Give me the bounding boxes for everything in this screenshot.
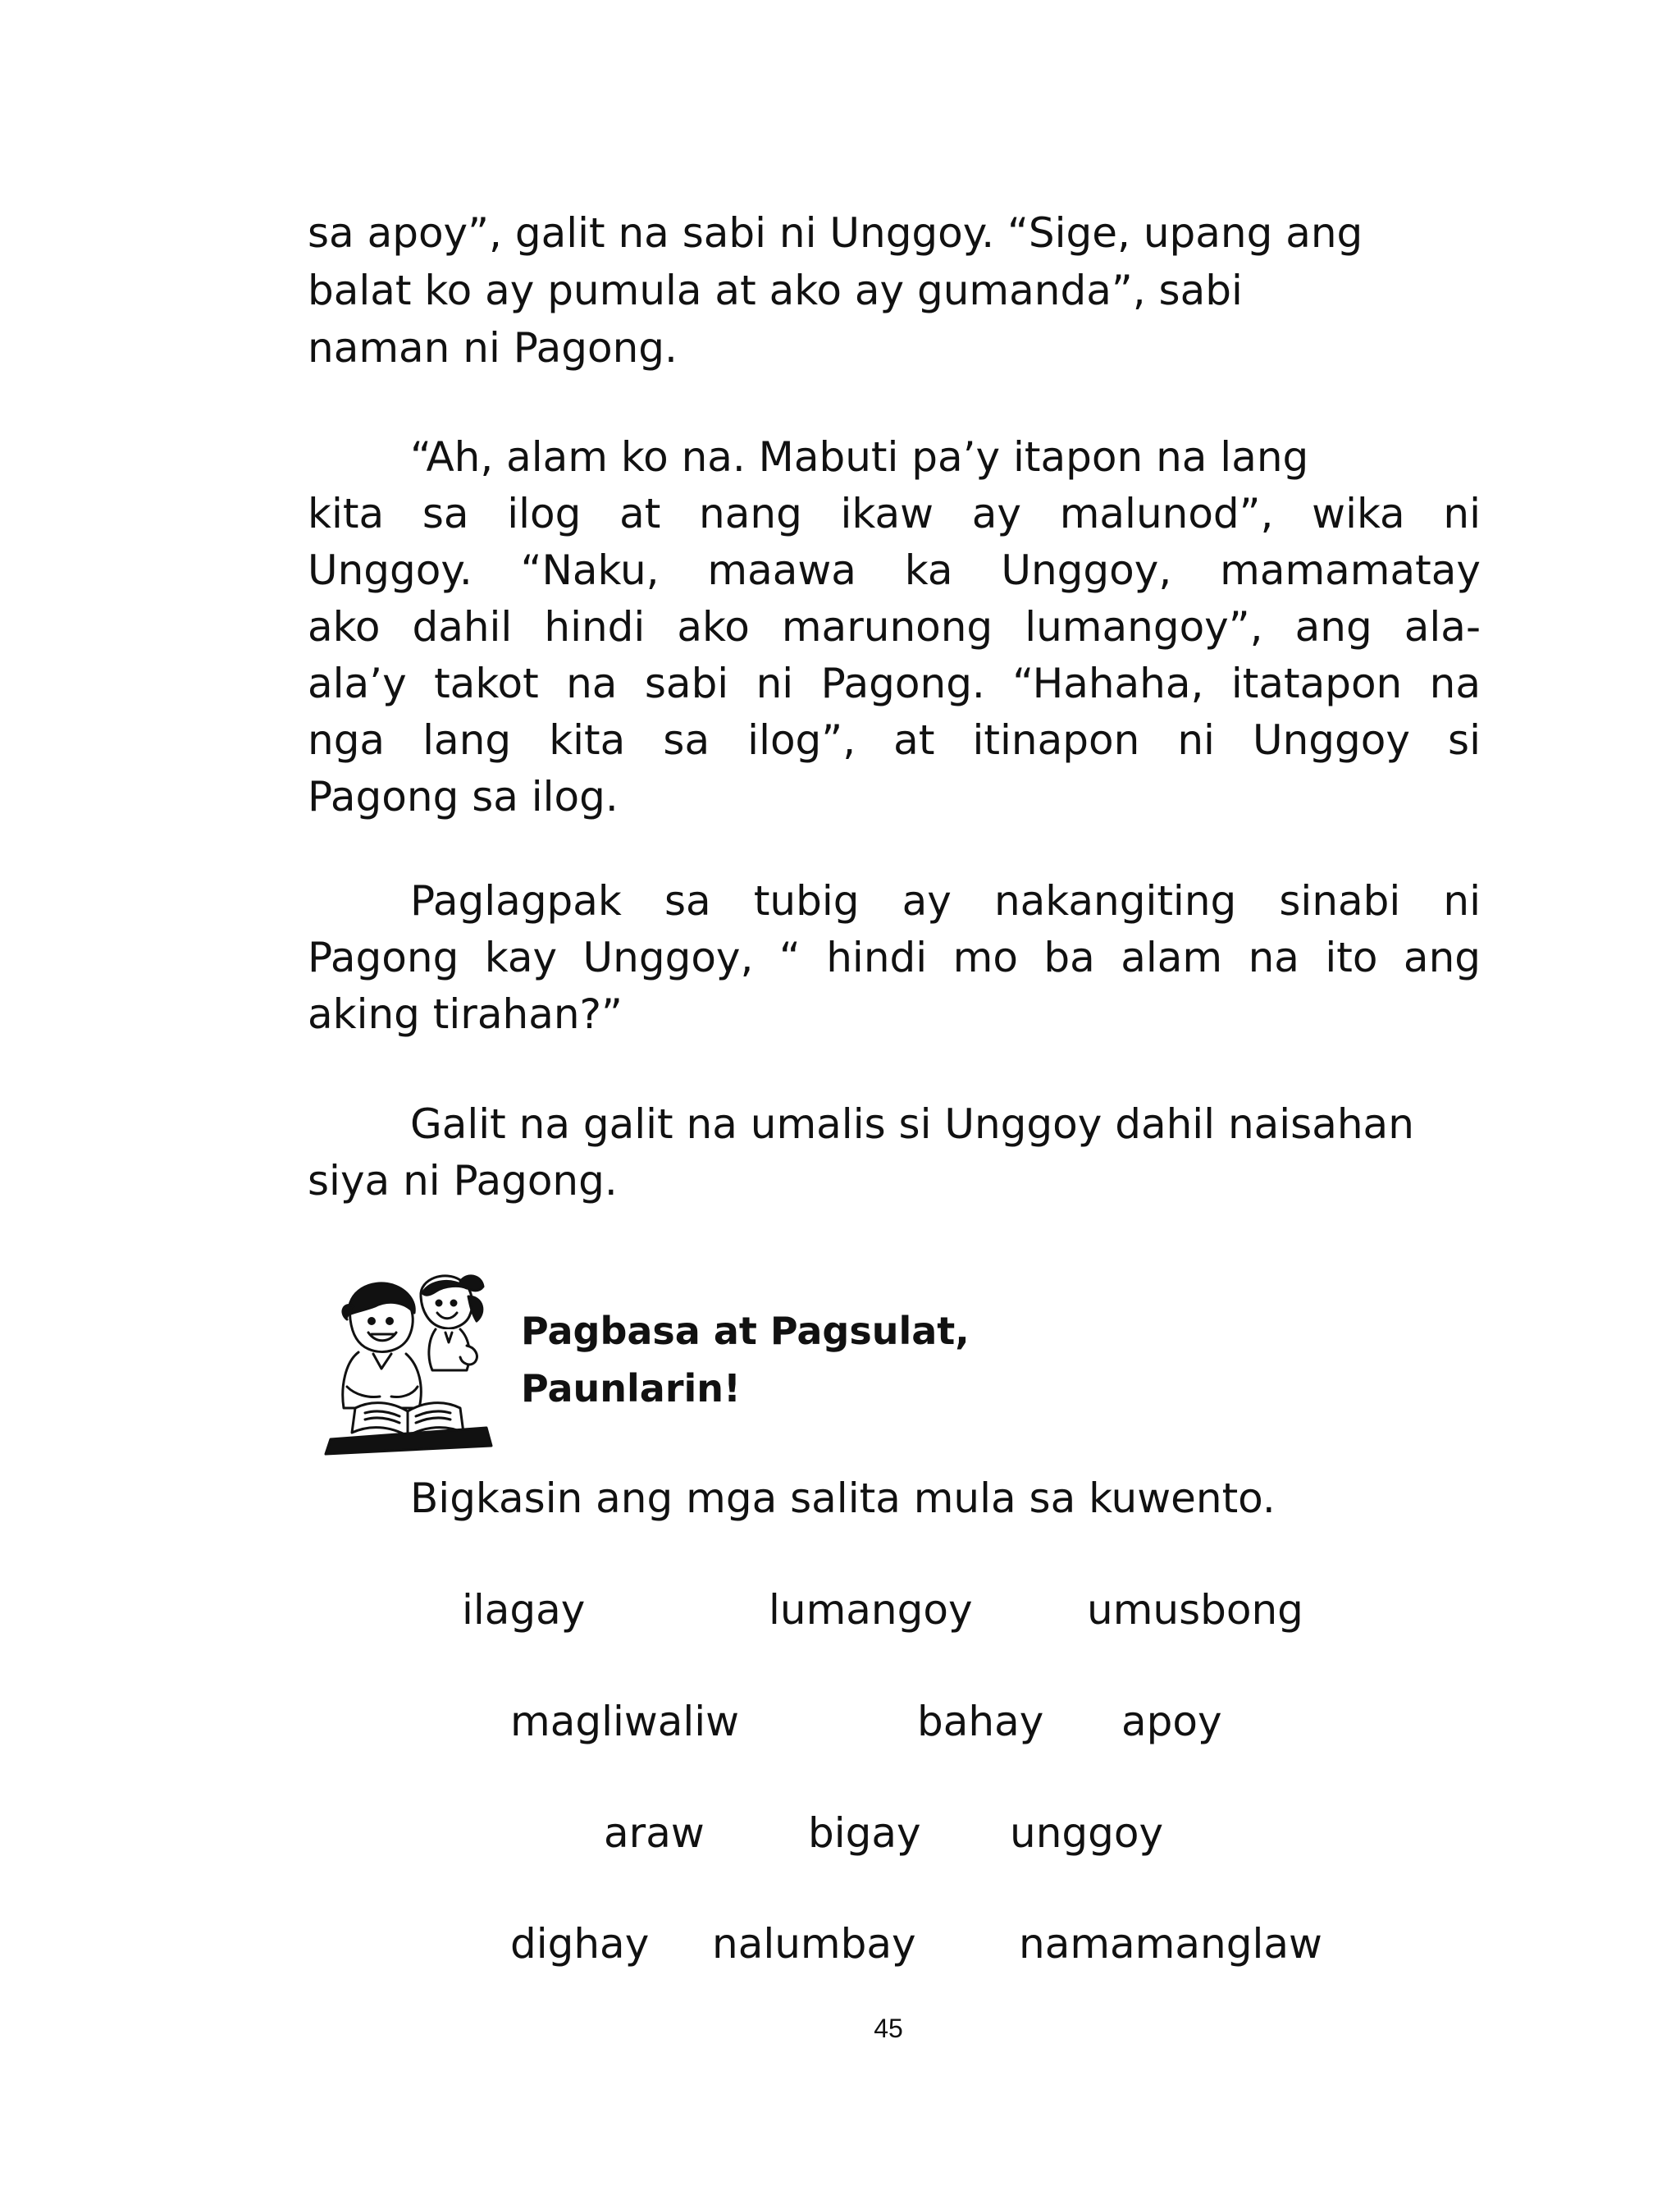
story-line: sa apoy”, galit na sabi ni Unggoy. “Sige, upang ang: [308, 209, 1363, 257]
children-reading-book-icon: [322, 1264, 519, 1461]
story-line: siya ni Pagong.: [308, 1157, 618, 1205]
word-item: dighay: [510, 1920, 650, 1968]
section-heading: Pagbasa at Pagsulat,: [521, 1309, 970, 1353]
story-line: kita sa ilog at nang ikaw ay malunod”, wika ni: [308, 490, 1481, 537]
word-item: unggoy: [1010, 1809, 1164, 1857]
story-line: aking tirahan?”: [308, 990, 623, 1038]
word-item: ilagay: [462, 1586, 586, 1634]
story-line: Galit na galit na umalis si Unggoy dahil naisahan: [410, 1100, 1414, 1148]
page-number: 45: [874, 2014, 903, 2043]
story-line: balat ko ay pumula at ako ay gumanda”, sabi: [308, 267, 1243, 314]
story-line: Paglagpak sa tubig ay nakangiting sinabi ni: [410, 877, 1481, 925]
story-line: nga lang kita sa ilog”, at itinapon ni Unggoy si: [308, 716, 1481, 764]
story-line: ako dahil hindi ako marunong lumangoy”, ang ala-: [308, 603, 1481, 651]
word-item: umusbong: [1087, 1586, 1303, 1634]
word-item: lumangoy: [769, 1586, 973, 1634]
word-item: nalumbay: [712, 1920, 916, 1968]
word-item: namamanglaw: [1019, 1920, 1322, 1968]
story-line: Unggoy. “Naku, maawa ka Unggoy, mamamatay: [308, 546, 1481, 594]
section-heading: Paunlarin!: [521, 1366, 742, 1410]
word-item: bahay: [917, 1698, 1044, 1745]
word-item: araw: [604, 1809, 705, 1857]
story-line: “Ah, alam ko na. Mabuti pa’y itapon na lang: [410, 433, 1309, 481]
story-line: Pagong kay Unggoy, “ hindi mo ba alam na ito ang: [308, 934, 1481, 981]
story-line: ala’y takot na sabi ni Pagong. “Hahaha, itatapon na: [308, 660, 1481, 707]
word-item: apoy: [1121, 1698, 1222, 1745]
instruction-text: Bigkasin ang mga salita mula sa kuwento.: [410, 1474, 1276, 1522]
word-item: bigay: [808, 1809, 921, 1857]
story-line: naman ni Pagong.: [308, 324, 678, 372]
word-item: magliwaliw: [510, 1698, 740, 1745]
story-line: Pagong sa ilog.: [308, 773, 619, 821]
